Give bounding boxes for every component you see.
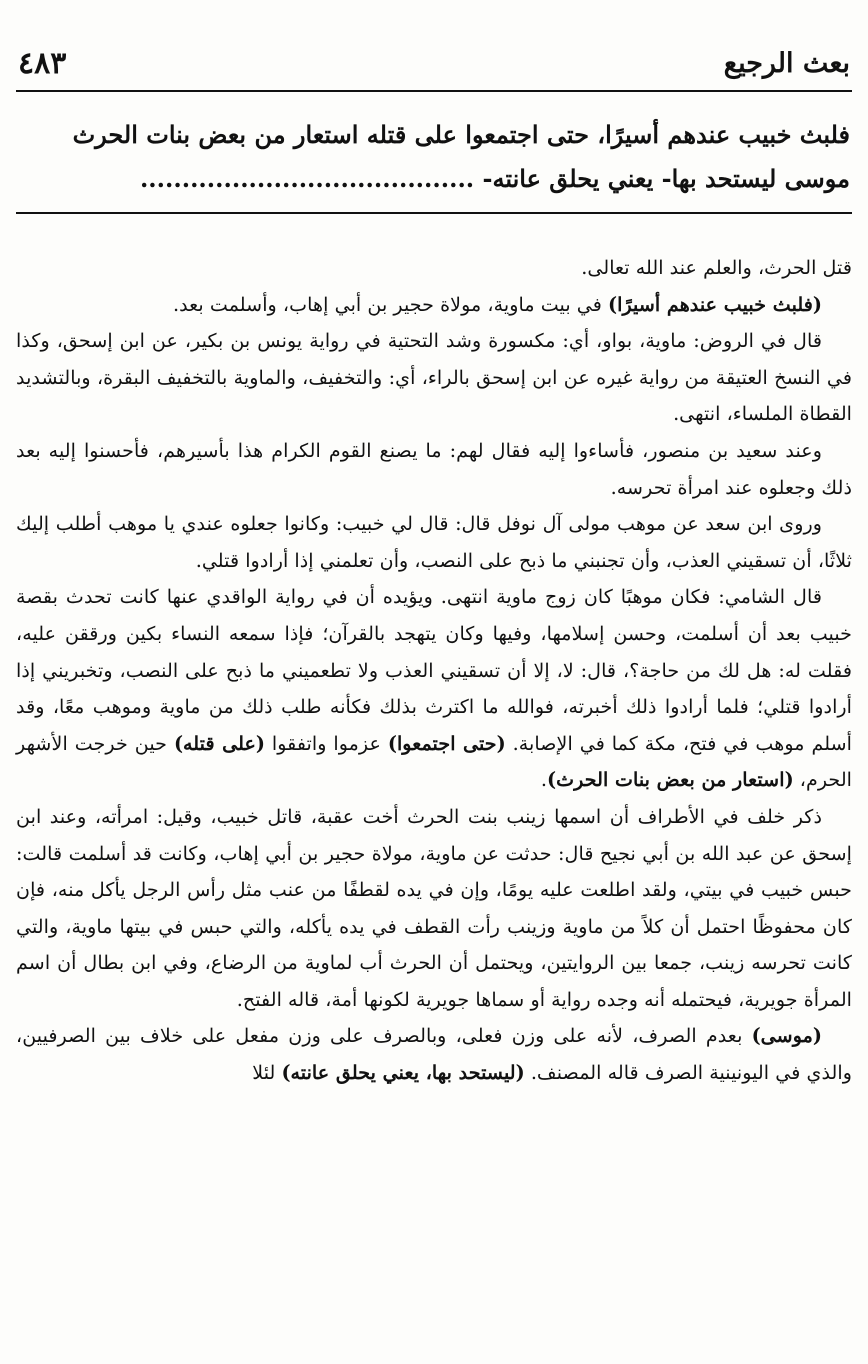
commentary-paragraph <box>16 579 852 799</box>
commentary-paragraph <box>16 287 852 324</box>
commentary-text: عزموا واتفقوا <box>264 731 388 755</box>
page-header <box>18 40 850 86</box>
commentary-text: قال الشامي: فكان موهبًا كان زوج ماوية انتهى. ويؤيده أن في رواية الواقدي عنها كانت تحدث بقصة خبيب بعد أن أسلمت، وحسن إسلامها، وفيها وكان يتهجد بالقرآن؛ فإذا سمعه النساء بكين ورققن عليه، فقلت له: هل لك من حاجة؟، قال: لا، إلا أن تسقيني العذب ولا تطعميني ما ذبح على النصب، وتخبريني إذا أرادوا قتلي؛ فلما أرادوا ذلك أخبرته، فوالله ما اكترث بذلك فكأنه طلب ذلك من ماوية وموهب معًا، وقد أسلم موهب في فتح، مكة كما في الإصابة. <box>16 585 852 755</box>
commentary-text: . <box>540 768 547 792</box>
commentary-text: لئلا <box>252 1061 282 1085</box>
matn-line-2 <box>18 156 850 202</box>
quoted-matn: (موسى) <box>751 1024 822 1048</box>
commentary-paragraph <box>16 323 852 433</box>
quoted-matn: (استعار من بعض بنات الحرث) <box>546 768 794 792</box>
matn-text-1: فلبث خبيب عندهم أسيرًا، حتى اجتمعوا على قتله استعار من بعض بنات الحرث <box>72 120 850 149</box>
commentary-body <box>16 250 852 1092</box>
commentary-text: قتل الحرث، والعلم عند الله تعالى. <box>581 256 852 279</box>
header-rule <box>16 90 852 92</box>
quoted-matn: (حتى اجتمعوا) <box>387 731 506 755</box>
commentary-paragraph <box>16 433 852 506</box>
commentary-paragraph <box>16 1018 852 1091</box>
page-number: ٤٨٣ <box>18 45 67 81</box>
chapter-title: بعث الرجيع <box>723 47 850 79</box>
commentary-text: وروى ابن سعد عن موهب مولى آل نوفل قال: قال لي خبيب: وكانوا جعلوه عندي يا موهب أطلب إليك ثلاثًا، أن تسقيني العذب، وأن تجنبني ما ذبح على النصب، وأن تعلمني إذا أرادوا قتلي. <box>16 512 852 572</box>
commentary-paragraph <box>16 506 852 579</box>
commentary-text: حين خرجت الأشهر الحرم، <box>16 731 852 792</box>
quoted-matn: (فلبث خبيب عندهم أسيرًا) <box>608 292 822 316</box>
matn-dots: ........................................ <box>139 164 475 193</box>
matn-rule <box>16 212 852 214</box>
commentary-text: في بيت ماوية، مولاة حجير بن أبي إهاب، وأسلمت بعد. <box>173 292 609 316</box>
commentary-text: قال في الروض: ماوية، بواو، أي: مكسورة وشد التحتية في رواية يونس بن بكير، عن ابن إسحق، وكذا في النسخ العتيقة من رواية غيره عن ابن إسحق بالراء، أي: والتخفيف، والماوية بالتخفيف البقرة، وبالتشديد القطاة الملساء، انتهى. <box>16 329 852 426</box>
commentary-text: وعند سعيد بن منصور، فأساءوا إليه فقال لهم: ما يصنع القوم الكرام هذا بأسيرهم، فأحسنوا إليه بعد ذلك وجعلوه عند امرأة تحرسه. <box>16 438 852 499</box>
quoted-matn: (على قتله) <box>173 731 265 755</box>
commentary-text: بعدم الصرف، لأنه على وزن فعلى، وبالصرف على وزن مفعل على خلاف بين الصرفيين، والذي في اليونينية الصرف قاله المصنف. <box>16 1024 852 1085</box>
commentary-paragraph <box>16 250 852 287</box>
matn-text-2: موسى ليستحد بها- يعني يحلق عانته- <box>482 164 850 193</box>
matn-line-1 <box>18 112 850 158</box>
commentary-paragraph <box>16 799 852 1019</box>
quoted-matn: (ليستحد بها، يعني يحلق عانته) <box>281 1061 525 1085</box>
commentary-text: ذكر خلف في الأطراف أن اسمها زينب بنت الحرث أخت عقبة، قاتل خبيب، وقيل: امرأته، وعند ابن إسحق عن عبد الله بن أبي نجيح قال: حدثت عن ماوية، مولاة حجير بن أبي إهاب، وكانت قد أسلمت قالت: حبس خبيب في بيتي، ولقد اطلعت عليه يومًا، وإن في يده لقطفًا من عنب مثل رأس الرجل يأكل منه، فإن كان محفوظًا احتمل أن كلاً من ماوية وزينب رأت القطف في يده يأكله، والتي حبس في بيتها ماوية، والتي كانت تحرسه زينب، جمعا بين الروايتين، ويحتمل أن الحرث أب لماوية من الرضاع، وفي ابن بطال أن اسم المرأة جويرية، فيحتمله أنه وجده رواية أو سماها جويرية لكونها أمة، قاله الفتح. <box>16 804 852 1011</box>
